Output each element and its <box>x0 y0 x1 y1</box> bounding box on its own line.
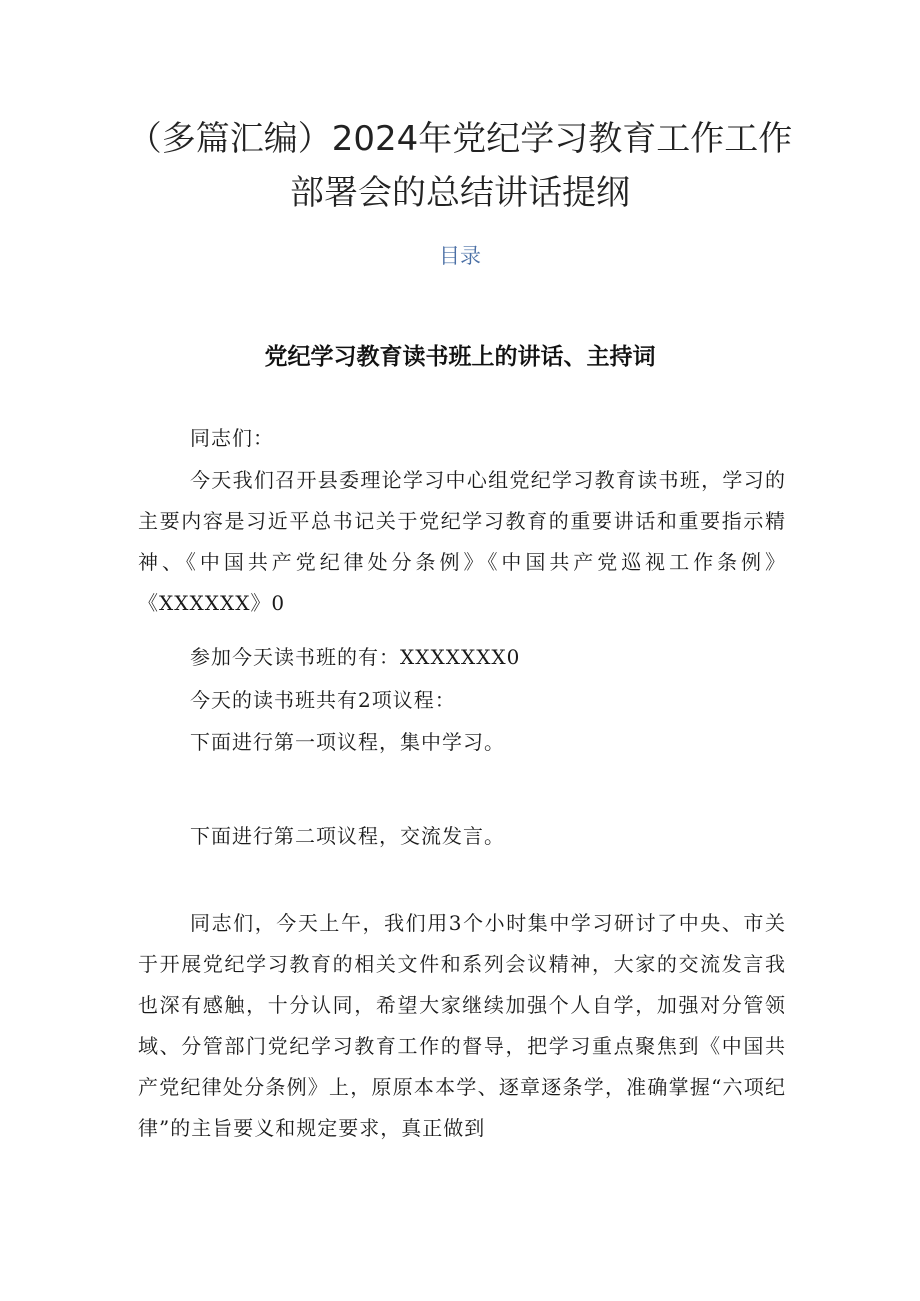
agenda-item-1-paragraph: 下面进行第一项议程，集中学习。 <box>190 730 505 754</box>
agenda-paragraph: 今天的读书班共有2项议程： <box>190 688 456 712</box>
section-heading: 党纪学习教育读书班上的讲话、主持词 <box>264 344 656 370</box>
closing-paragraph: 同志们，今天上午，我们用3个小时集中学习研讨了中央、市关于开展党纪学习教育的相关文件和系列会议精神，大家的交流发言我也深有感触，十分认同，希望大家继续加强个人自学，加强对分管领域、分管部门党纪学习教育工作的督导，把学习重点聚焦到《中国共产党纪律处分条例》上，原原本本学、逐章逐条学，准确掌握“六项纪律”的主旨要义和规定要求，真正做到 <box>138 911 786 1140</box>
participants-paragraph: 参加今天读书班的有：XXXXXXX0 <box>190 645 521 669</box>
table-of-contents-label[interactable]: 目录 <box>439 244 481 268</box>
intro-paragraph: 今天我们召开县委理论学习中心组党纪学习教育读书班，学习的主要内容是习近平总书记关于党纪学习教育的重要讲话和重要指示精神、《中国共产党纪律处分条例》《中国共产党巡视工作条例》《XXXXXX》0 <box>138 468 786 615</box>
greeting-paragraph: 同志们： <box>190 426 274 450</box>
agenda-item-2-paragraph: 下面进行第二项议程，交流发言。 <box>190 824 505 848</box>
document-title: （多篇汇编）2024年党纪学习教育工作工作部署会的总结讲话提纲 <box>127 119 793 213</box>
